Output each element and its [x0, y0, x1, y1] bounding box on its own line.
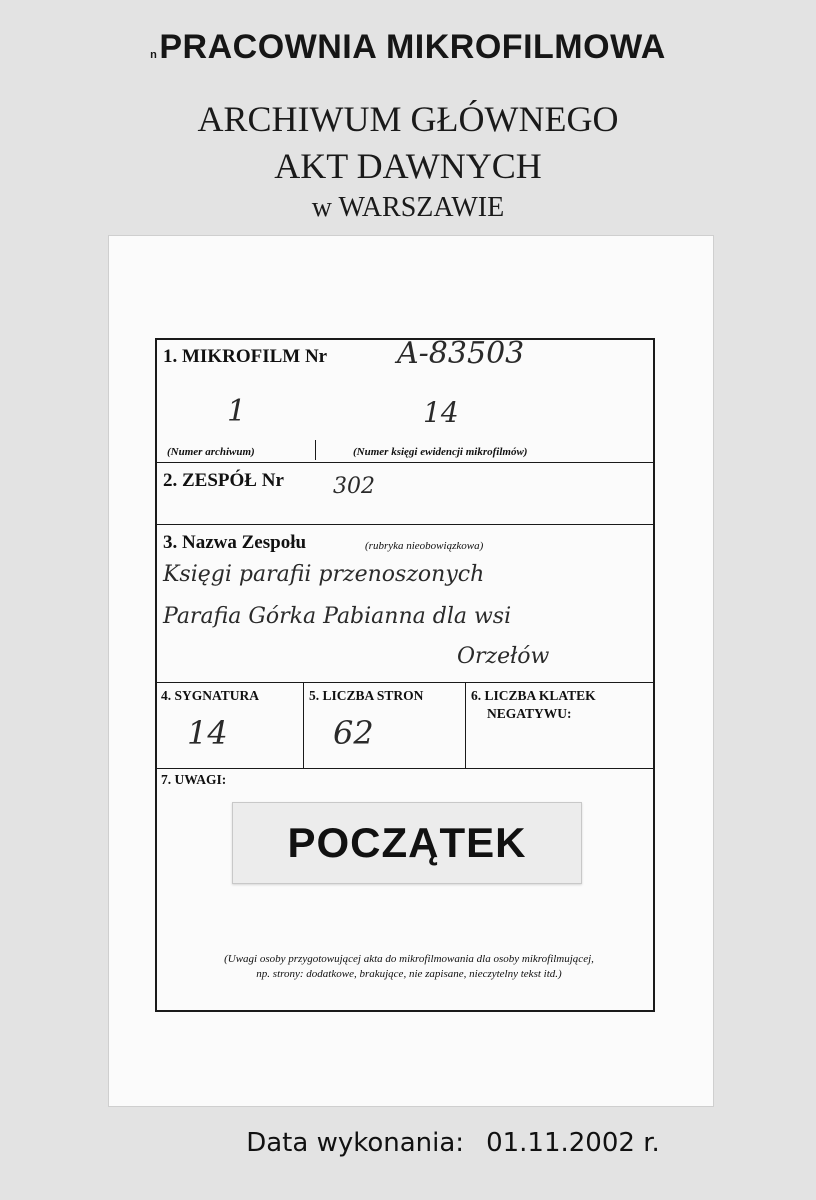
microfilm-number-label: 1. MIKROFILM Nr: [163, 346, 328, 367]
row-divider-2: [157, 524, 653, 525]
row-divider-4: [157, 768, 653, 769]
fonds-name-label: 3. Nazwa Zespołu: [163, 532, 307, 553]
start-stamp-label: POCZĄTEK: [232, 802, 582, 884]
lab-title-text: PRACOWNIA MIKROFILMOWA: [159, 28, 666, 66]
archive-number-value: 1: [227, 394, 247, 429]
page-count-value: 62: [333, 714, 374, 752]
frame-count-label-line2: NEGATYWU:: [487, 706, 572, 721]
col-divider-1: [303, 682, 304, 768]
fonds-name-value-line3: Orzełów: [457, 644, 550, 669]
remarks-instructions-line1: (Uwagi osoby przygotowującej akta do mikrofilmowania dla osoby mikrofilmującej,: [224, 953, 594, 965]
remarks-instructions: [167, 952, 651, 982]
fonds-name-note: (rubryka nieobowiązkowa): [365, 540, 484, 552]
lab-title: [0, 28, 816, 67]
fonds-number-label: 2. ZESPÓŁ Nr: [163, 470, 284, 491]
register-number-label: (Numer księgi ewidencji mikrofilmów): [353, 446, 528, 458]
col-divider-2: [465, 682, 466, 768]
frame-count-label-line1: 6. LICZBA KLATEK: [471, 688, 596, 703]
archive-number-label: (Numer archiwum): [167, 446, 255, 458]
archive-city: w WARSZAWIE: [311, 192, 505, 223]
archive-name-line1: ARCHIWUM GŁÓWNEGO: [197, 99, 619, 139]
date-label: Data wykonania:: [246, 1128, 465, 1158]
number-divider: [315, 440, 316, 460]
remarks-instructions-line2: np. strony: dodatkowe, brakujące, nie zapisane, nieczytelny tekst itd.): [256, 968, 562, 980]
row-divider-3: [157, 682, 653, 683]
signature-value: 14: [187, 714, 228, 752]
register-number-value: 14: [423, 396, 459, 429]
fonds-name-value-line2: Parafia Górka Pabianna dla wsi: [163, 604, 512, 629]
lab-title-prefix: n: [150, 49, 158, 61]
fonds-number-value: 302: [333, 474, 375, 499]
page-count-label: 5. LICZBA STRON: [309, 688, 424, 703]
microfilm-number-value: A-83503: [397, 336, 525, 371]
remarks-label: 7. UWAGI:: [161, 772, 227, 787]
archive-name-line2: AKT DAWNYCH: [274, 146, 542, 186]
row-divider-1: [157, 462, 653, 463]
date-value: 01.11.2002 r.: [486, 1128, 660, 1158]
microfilm-form: [155, 338, 655, 1012]
fonds-name-value-line1: Księgi parafii przenoszonych: [163, 562, 485, 587]
execution-date: [0, 1128, 816, 1158]
signature-label: 4. SYGNATURA: [161, 688, 260, 703]
